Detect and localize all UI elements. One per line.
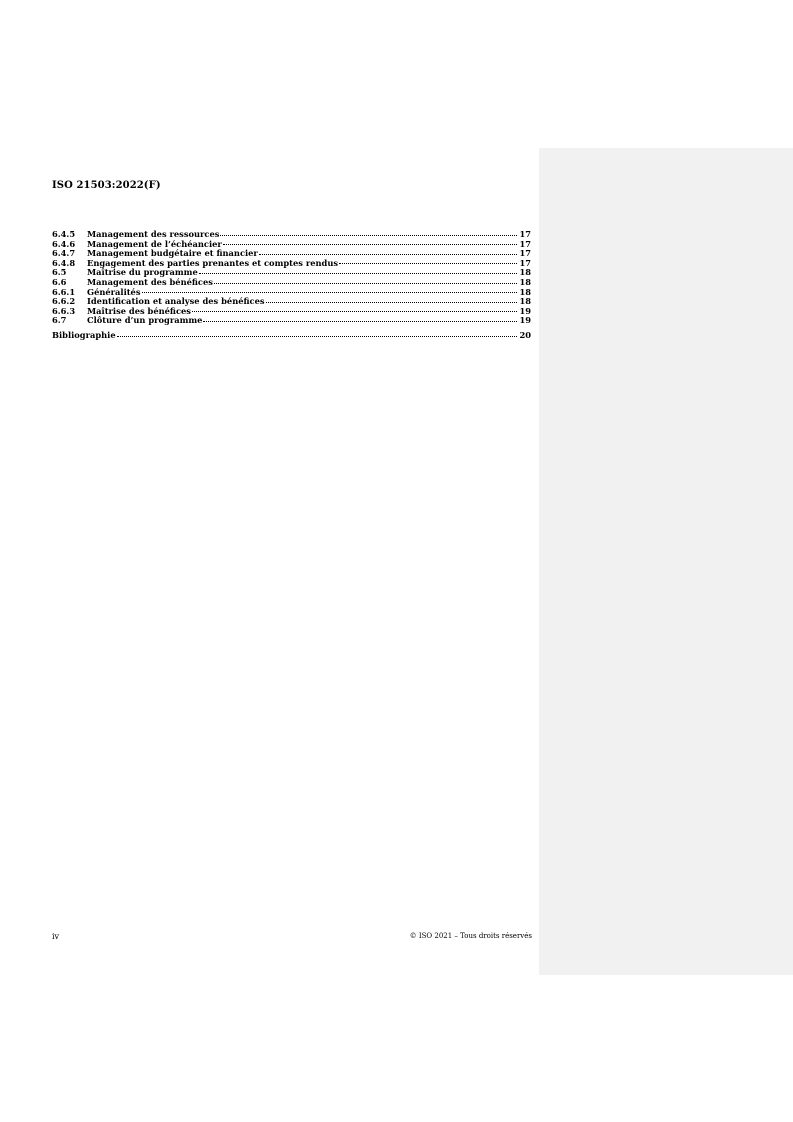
table-of-contents [52,230,531,341]
document-id: ISO 21503:2022(F) [52,180,161,191]
toc-leader-dots [339,262,517,264]
toc-entry-page: 18 [519,296,531,307]
toc-entry-title: Maîtrise des bénéfices [87,305,191,316]
toc-entry-title: Management des bénéfices [87,276,213,287]
toc-leader-dots [117,335,518,337]
toc-entry-page: 17 [519,257,531,268]
toc-entry-title: Management des ressources [87,229,220,239]
toc-entry-page: 18 [519,286,531,297]
toc-entry-title: Généralités [87,286,141,297]
toc-entry-page: 17 [519,248,531,259]
toc-entry-title: Management de l’échéancier [87,238,222,249]
comment-pane [539,148,793,975]
toc-entry[interactable] [52,316,531,326]
toc-entry-number: 6.7 [52,315,67,326]
toc-entry-number: 6.5 [52,267,67,278]
toc-leader-dots [142,291,518,293]
toc-entry-page: 19 [519,315,531,326]
toc-leader-dots [259,253,518,255]
copyright-notice: © ISO 2021 – Tous droits réservés [409,932,532,940]
toc-leader-dots [199,272,518,274]
toc-leader-dots [266,301,518,303]
toc-entry-bibliography[interactable] [52,331,531,341]
toc-entry-page: 19 [519,305,531,316]
toc-entry-title: Engagement des parties prenantes et comptes rendus [87,257,339,268]
toc-entry-number: 6.4.7 [52,248,76,259]
toc-entry-number: 6.4.5 [52,229,76,239]
toc-entry-title: Clôture d’un programme [87,315,203,326]
toc-entry-number: 6.4.6 [52,238,76,249]
toc-entry-number: 6.6.2 [52,296,76,307]
toc-leader-dots [220,234,517,236]
toc-entry-title: Bibliographie [52,329,116,340]
toc-entry-number: 6.6.1 [52,286,76,297]
toc-entry-page: 17 [519,229,531,239]
toc-entry-title: Management budgétaire et financier [87,248,258,259]
toc-entry-title: Maîtrise du programme [87,267,198,278]
page-number: iv [52,932,60,941]
toc-entry-number: 6.6 [52,276,67,287]
toc-entry-page: 18 [519,267,531,278]
toc-entry-page: 17 [519,238,531,249]
toc-leader-dots [192,310,517,312]
toc-entry-number: 6.6.3 [52,305,76,316]
toc-leader-dots [203,320,517,322]
toc-leader-dots [214,282,518,284]
toc-entry-page: 18 [519,276,531,287]
toc-entry-number: 6.4.8 [52,257,76,268]
toc-entry-page: 20 [519,329,531,340]
toc-entry-title: Identification et analyse des bénéfices [87,296,265,307]
toc-leader-dots [223,243,518,245]
